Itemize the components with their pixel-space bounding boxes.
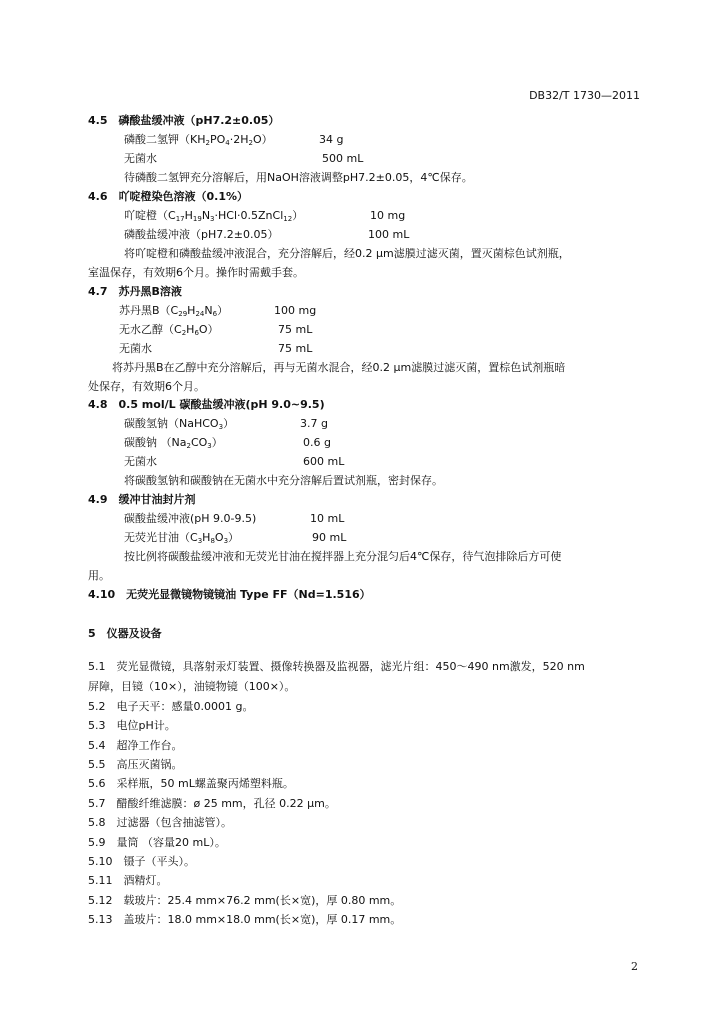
reagent-kh2po4-amount: 34 g [319, 133, 344, 146]
reagent-sterile-water: 无菌水 [124, 152, 157, 165]
reagent-carbonate-buffer: 碳酸盐缓冲液(pH 9.0-9.5) [124, 512, 257, 525]
item-5-12: 5.12 载玻片：25.4 mm×76.2 mm(长×宽)，厚 0.80 mm。 [88, 894, 402, 907]
reagent-sodium-bicarbonate: 碳酸氢钠（NaHCO$_3$） [124, 417, 235, 431]
item-5-13: 5.13 盖玻片：18.0 mm×18.0 mm(长×宽)，厚 0.17 mm。 [88, 913, 402, 926]
section-4-8-title: 4.8 0.5 mol/L 碳酸盐缓冲液(pH 9.0~9.5) [88, 398, 325, 411]
section-4-10-title: 4.10 无荧光显微镜物镜镜油 Type FF（Nd=1.516） [88, 588, 371, 601]
reagent-sodium-carbonate-amount: 0.6 g [303, 436, 331, 449]
reagent-sodium-bicarbonate-amount: 3.7 g [300, 417, 328, 430]
reagent-sudan-black-amount: 100 mg [274, 304, 317, 317]
item-5-8: 5.8 过滤器（包含抽滤管）。 [88, 816, 232, 829]
item-5-10: 5.10 镊子（平头）。 [88, 855, 195, 868]
item-5-4: 5.4 超净工作台。 [88, 739, 183, 752]
reagent-ethanol: 无水乙醇$(C_2H_6O)$ [119, 323, 219, 337]
section-4-9-title: 4.9 缓冲甘油封片剂 [88, 493, 196, 506]
reagent-kh2po4: 磷酸二氢钾$(KH_2PO_4\cdot 2H_2O)$ [124, 133, 273, 147]
reagent-ethanol-amount: 75 mL [278, 323, 313, 336]
reagent-glycerol: 无荧光甘油$(C_3H_8O_3)$ [124, 531, 240, 545]
item-5-5: 5.5 高压灭菌锅。 [88, 758, 183, 771]
item-5-9: 5.9 量筒 （容量20 mL）。 [88, 836, 226, 849]
chapter-5-title: 5 仪器及设备 [88, 627, 162, 640]
item-5-2: 5.2 电子天平：感量0.0001 g。 [88, 700, 254, 713]
reagent-sterile-water-2: 无菌水 [119, 342, 152, 355]
reagent-sterile-water-2-amount: 75 mL [278, 342, 313, 355]
section-4-7-note-line2: 处保存，有效期6个月。 [88, 380, 205, 393]
reagent-sodium-carbonate: 碳酸钠 $(Na_2CO_3)$ [124, 436, 223, 450]
reagent-phosphate-buffer: 磷酸盐缓冲液（pH7.2±0.05） [124, 228, 279, 241]
reagent-sterile-water-3-amount: 600 mL [303, 455, 345, 468]
item-5-1-line2: 屏障，目镜（10×），油镜物镜（100×）。 [88, 680, 296, 693]
reagent-acridine-orange-amount: 10 mg [370, 209, 406, 222]
reagent-glycerol-amount: 90 mL [312, 531, 347, 544]
item-5-7: 5.7 醋酸纤维滤膜：ø 25 mm，孔径 0.22 μm。 [88, 797, 336, 810]
page-number: 2 [631, 960, 638, 973]
section-4-5-title: 4.5 磷酸盐缓冲液（pH7.2±0.05） [88, 114, 280, 127]
reagent-sterile-water-amount: 500 mL [322, 152, 364, 165]
section-4-9-note-line1: 按比例将碳酸盐缓冲液和无荧光甘油在搅拌器上充分混匀后4℃保存，待气泡排除后方可使 [124, 550, 562, 563]
doc-code-header: DB32/T 1730—2011 [529, 89, 640, 102]
reagent-sudan-black: 苏丹黑$B(C_{29}H_{24}N_6)$ [119, 304, 229, 318]
section-4-7-title: 4.7 苏丹黑B溶液 [88, 285, 182, 298]
reagent-phosphate-buffer-amount: 100 mL [368, 228, 410, 241]
section-4-8-note: 将碳酸氢钠和碳酸钠在无菌水中充分溶解后置试剂瓶，密封保存。 [124, 474, 443, 487]
section-4-9-note-line2: 用。 [88, 569, 110, 582]
section-4-6-note-line1: 将吖啶橙和磷酸盐缓冲液混合，充分溶解后，经0.2 μm滤膜过滤灭菌，置灭菌棕色试剂瓶， [124, 247, 570, 260]
section-4-5-note: 待磷酸二氢钾充分溶解后，用NaOH溶液调整pH7.2±0.05，4℃保存。 [124, 171, 473, 184]
item-5-11: 5.11 酒精灯。 [88, 874, 168, 887]
reagent-carbonate-buffer-amount: 10 mL [310, 512, 345, 525]
section-4-7-note-line1: 将苏丹黑B在乙醇中充分溶解后，再与无菌水混合，经0.2 μm滤膜过滤灭菌，置棕色试剂瓶暗 [112, 361, 566, 374]
reagent-acridine-orange: 吖啶橙$(C_{17}H_{19}N_3\cdot HCl\cdot 0.5ZnCl_{12})$ [124, 209, 304, 223]
reagent-sterile-water-3: 无菌水 [124, 455, 157, 468]
section-4-6-title: 4.6 吖啶橙染色溶液（0.1%） [88, 190, 248, 203]
item-5-3: 5.3 电位pH计。 [88, 719, 176, 732]
section-4-6-note-line2: 室温保存，有效期6个月。操作时需戴手套。 [88, 266, 304, 279]
item-5-1-line1: 5.1 荧光显微镜，具落射汞灯装置、摄像转换器及监视器，滤光片组：450～490 nm激发，520 nm [88, 660, 585, 673]
item-5-6: 5.6 采样瓶，50 mL螺盖聚丙烯塑料瓶。 [88, 777, 294, 790]
